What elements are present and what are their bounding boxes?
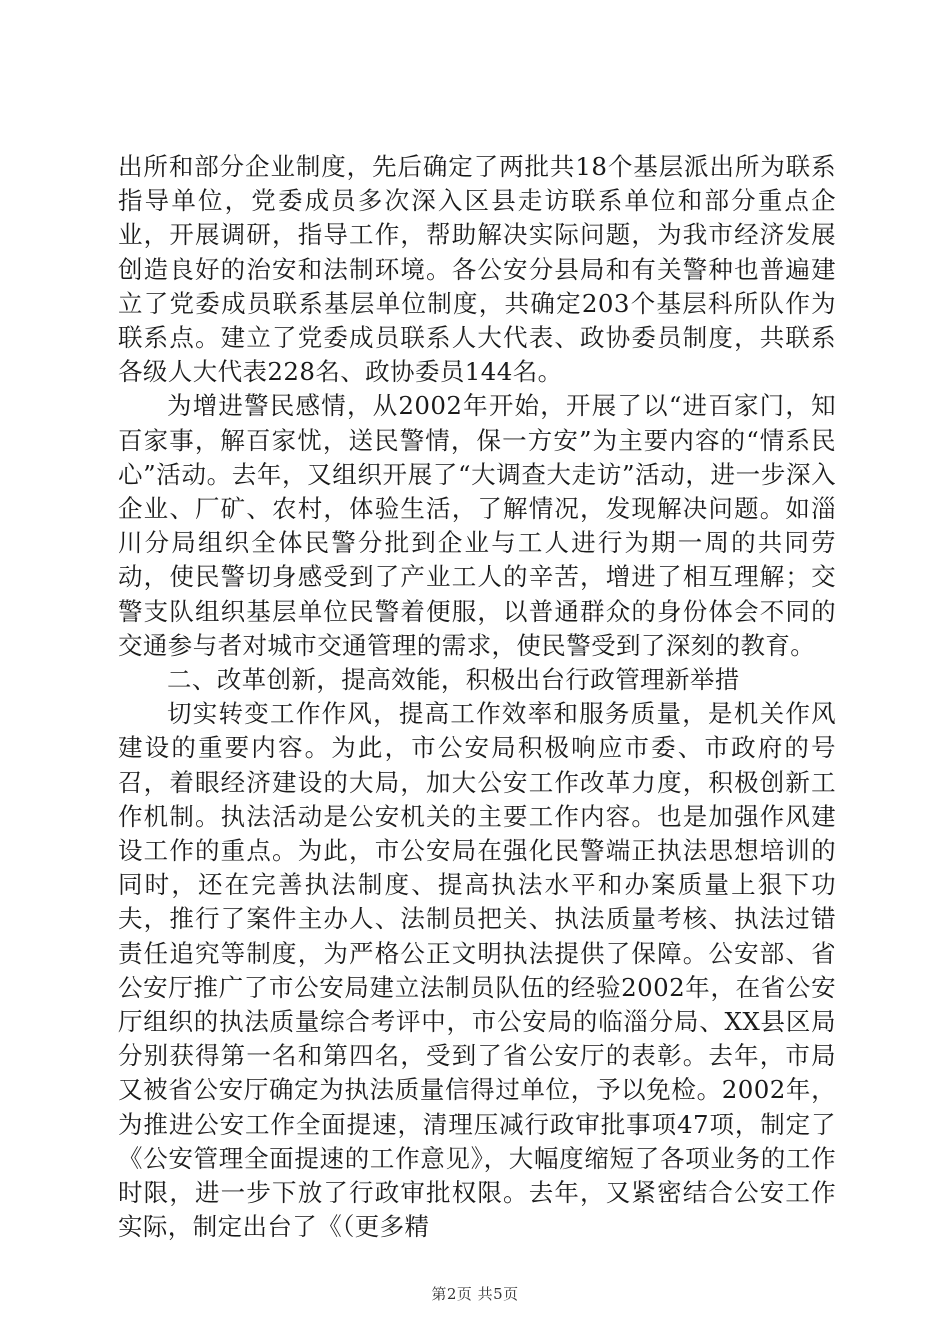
body-paragraph-1: 出所和部分企业制度，先后确定了两批共18个基层派出所为联系指导单位，党委成员多次深入区县走访联系单位和部分重点企业，开展调研，指导工作，帮助解决实际问题，为我市经济发展创造良好的治安和法制环境。各公安分县局和有关警种也普遍建立了党委成员联系基层单位制度，共确定203个基层科所队作为联系点。建立了党委成员联系人大代表、政协委员制度，共联系各级人大代表228名、政协委员144名。 (118, 152, 836, 387)
page-number-footer: 第2页 共5页 (431, 1285, 519, 1303)
document-body (118, 150, 836, 1245)
body-paragraph-3: 切实转变工作作风，提高工作效率和服务质量，是机关作风建设的重要内容。为此，市公安局积极响应市委、市政府的号召，着眼经济建设的大局，加大公安工作改革力度，积极创新工作机制。执法活动是公安机关的主要工作内容。也是加强作风建设工作的重点。为此，市公安局在强化民警端正执法思想培训的同时，还在完善执法制度、提高执法水平和办案质量上狠下功夫，推行了案件主办人、法制员把关、执法质量考核、执法过错责任追究等制度，为严格公正文明执法提供了保障。公安部、省公安厅推广了市公安局建立法制员队伍的经验2002年，在省公安厅组织的执法质量综合考评中，市公安局的临淄分局、XX县区局分别获得第一名和第四名，受到了省公安厅的表彰。去年，市局又被省公安厅确定为执法质量信得过单位，予以免检。2002年，为推进公安工作全面提速，清理压减行政审批事项47项，制定了《公安管理全面提速的工作意见》，大幅度缩短了各项业务的工作时限，进一步下放了行政审批权限。去年，又紧密结合公安工作实际，制定出台了《（更多精 (118, 699, 836, 1242)
body-paragraph-2: 为增进警民感情，从2002年开始，开展了以“进百家门，知百家事，解百家忧，送民警情，保一方安”为主要内容的“情系民心”活动。去年，又组织开展了“大调查大走访”活动，进一步深入企业、厂矿、农村，体验生活，了解情况，发现解决问题。如淄川分局组织全体民警分批到企业与工人进行为期一周的共同劳动，使民警切身感受到了产业工人的辛苦，增进了相互理解；交警支队组织基层单位民警着便服，以普通群众的身份体会不同的交通参与者对城市交通管理的需求，使民警受到了深刻的教育。 (118, 391, 836, 660)
section-heading: 二、改革创新，提高效能，积极出台行政管理新举措 (167, 665, 740, 695)
